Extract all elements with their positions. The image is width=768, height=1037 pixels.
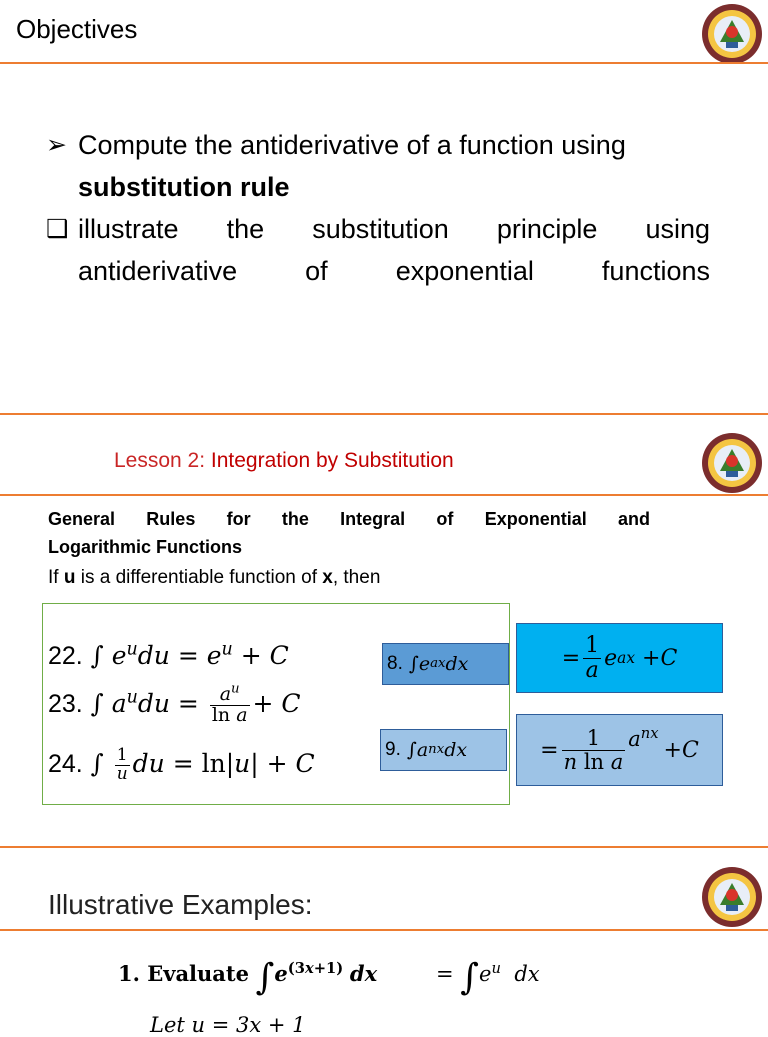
school-seal-logo [700,865,764,929]
rule-8-chip: 8. ∫ e ax dx [382,643,509,685]
slide-examples [0,845,768,1037]
slide-title: Illustrative Examples: [48,889,313,920]
condition-text [48,567,380,589]
objective-text: Compute the antiderivative of a function using [78,130,626,160]
slide-top-line [0,413,768,415]
slide-title: Objectives [16,14,138,44]
substitution-line: Let u = 3x + 1 [150,1013,306,1037]
rule-22-formula: 22. ∫ $e^udu = e^u + C$ [48,639,289,670]
slide-top-line [0,846,768,848]
lesson-heading [114,449,454,473]
condition-part: , then [332,567,381,588]
rule-23-formula: 23. ∫ $a^udu$ = $\frac{a^u}{\text{ln a}}$ + C [48,681,301,726]
checkbox-bullet-icon: ❑ [46,215,69,243]
lesson-title: Integration by Substitution [210,449,454,472]
rules-heading-line: Logarithmic Functions [48,537,243,557]
school-seal-logo [700,431,764,495]
rule-8-result: = $\frac{1}{a}$ e ax + C [516,623,723,693]
objective-emphasis: substitution rule [78,172,290,202]
condition-var: u [63,567,76,588]
rule-number: 9. [385,739,401,760]
condition-var: x [322,567,333,588]
school-seal-logo [700,2,764,66]
rule-24-formula: 24. ∫ $\frac{1}{u}$ du = ln|u| + C [48,745,315,784]
example-1-prompt: 1. Evaluate $\int e^{(3x+1)}$ dx [118,957,378,998]
header-divider [0,929,768,931]
rules-heading-line: General Rules for the Integral of Exponential and [48,509,650,529]
objective-text: illustrate the substitution principle using antiderivative of exponential functions [78,214,710,286]
condition-part: If [48,567,64,588]
condition-part: is a differentiable function of [75,567,323,588]
rule-number: 24. [48,749,83,778]
rule-number: 8. [387,653,403,674]
slide-objectives [0,0,768,413]
header-divider [0,62,768,64]
objectives-list [46,124,710,292]
example-label: 1. Evaluate [118,961,249,986]
header-divider [0,494,768,496]
rule-9-chip: 9. ∫ a nx dx [380,729,507,771]
rule-number: 23. [48,689,83,718]
slide-lesson [0,413,768,845]
arrow-bullet-icon: ➢ [46,131,67,159]
rules-heading [48,505,650,561]
example-1-substituted: = $\int e^u$ dx [436,957,540,998]
rule-number: 22. [48,642,83,670]
objective-item-1 [46,124,710,208]
rule-9-result: = $\frac{1}{\text{n ln a}}$ $a^{nx}$ + C [516,714,723,786]
lesson-prefix: Lesson 2: [114,449,211,472]
objective-item-2 [46,208,710,292]
